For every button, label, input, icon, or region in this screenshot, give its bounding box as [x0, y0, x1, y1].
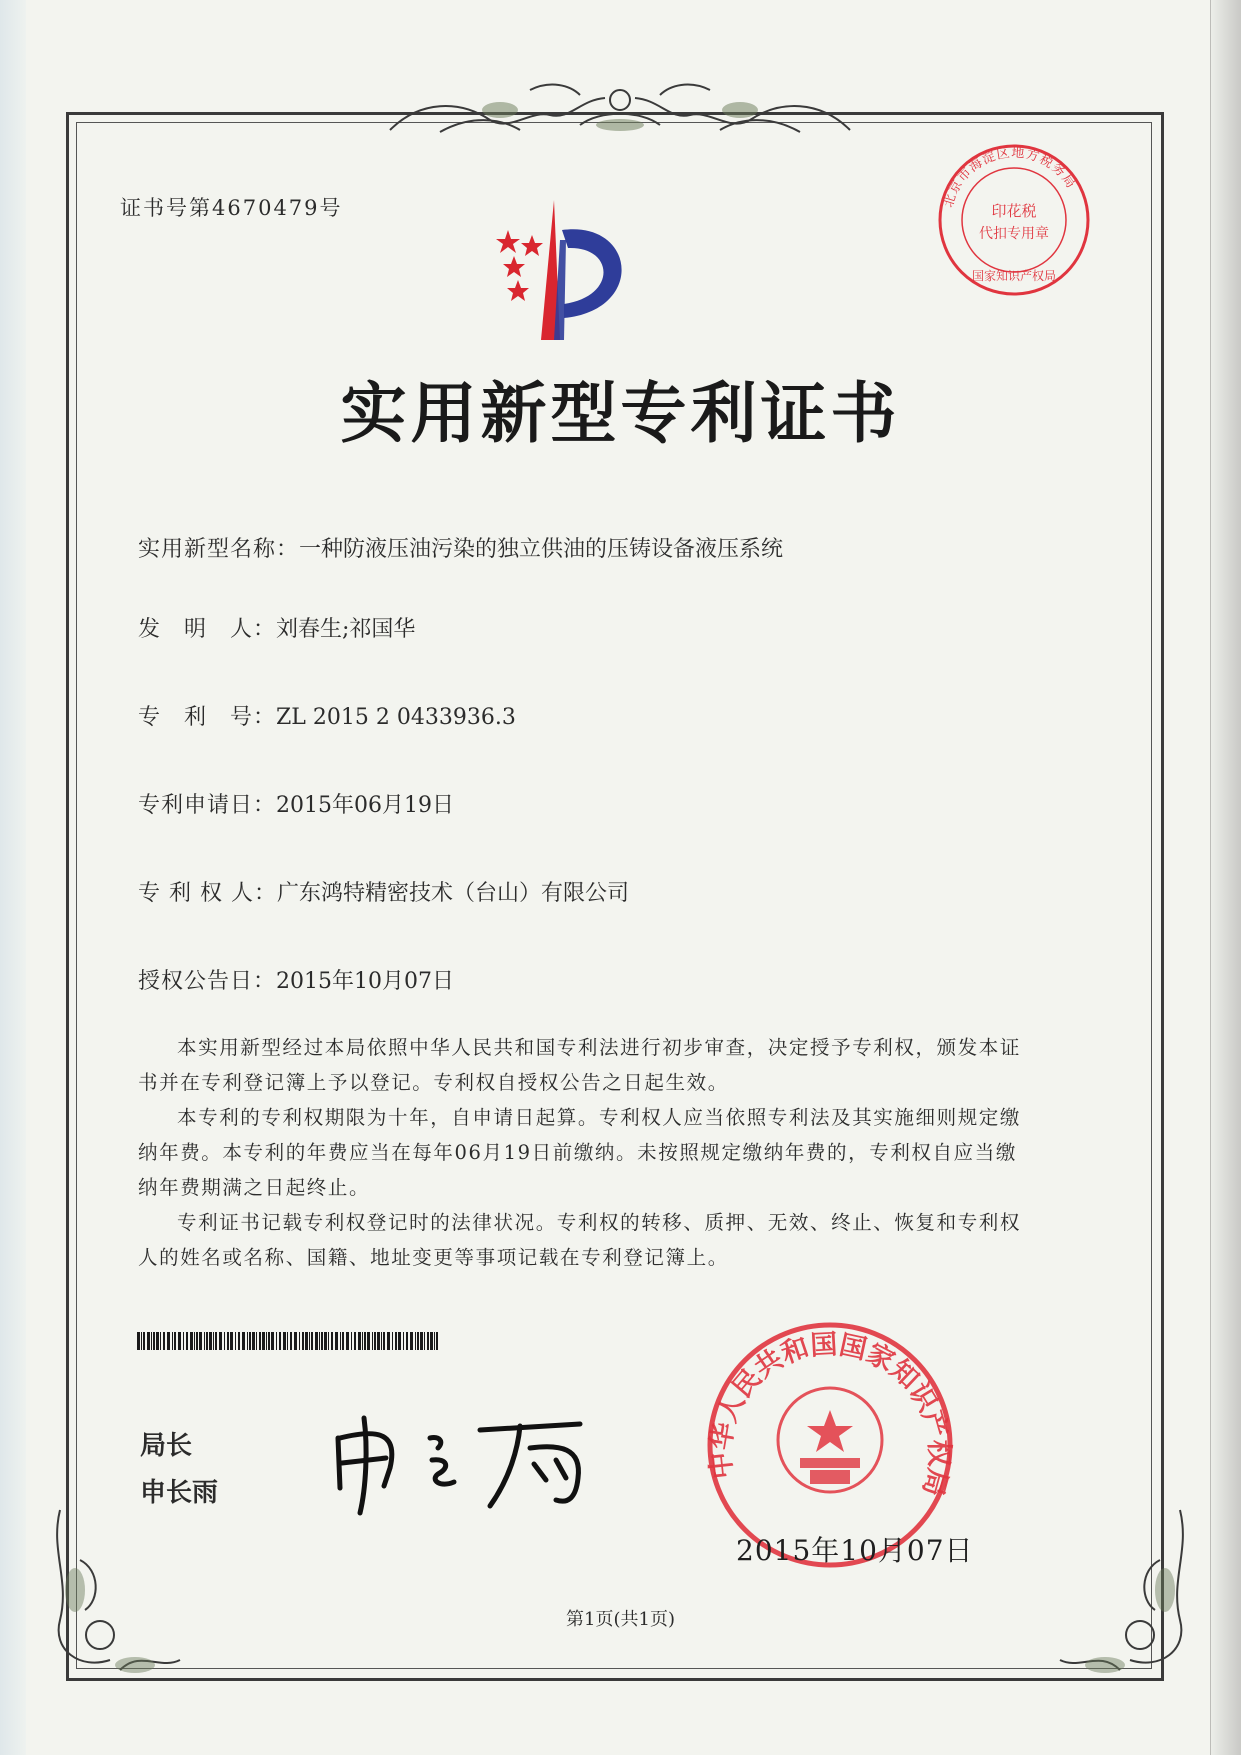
- director-signature: [320, 1408, 600, 1518]
- svg-text:代扣专用章: 代扣专用章: [979, 226, 1049, 242]
- svg-text:印花税: 印花税: [991, 202, 1037, 220]
- certificate-body: [138, 1030, 1038, 1275]
- field-label: 专利申请日：: [138, 793, 277, 818]
- field-value: 广东鸿特精密技术（台山）有限公司: [276, 881, 629, 906]
- field-label: 发 明 人：: [138, 617, 277, 642]
- field-utility-model-name: [138, 532, 783, 563]
- top-ornament: [380, 70, 860, 150]
- bottom-right-ornament: [1050, 1500, 1200, 1700]
- barcode: [137, 1332, 439, 1350]
- field-value: 一种防液压油污染的独立供油的压铸设备液压系统: [299, 537, 784, 562]
- certificate-title: 实用新型专利证书: [340, 374, 901, 452]
- certificate-number: 证书号第4670479号: [120, 196, 343, 220]
- field-inventors: [138, 612, 415, 643]
- svg-text:国家知识产权局: 国家知识产权局: [971, 269, 1057, 283]
- field-patentee: [138, 876, 629, 907]
- body-paragraph: 专利证书记载专利权登记时的法律状况。专利权的转移、质押、无效、终止、恢复和专利权人的姓名或名称、国籍、地址变更等事项记载在专利登记簿上。: [138, 1211, 1022, 1269]
- field-value: 刘春生;祁国华: [276, 617, 416, 642]
- patent-office-logo-icon: [496, 200, 686, 350]
- page-right-edge: [1210, 0, 1241, 1755]
- field-application-date: [138, 788, 454, 819]
- page-left-edge: [0, 0, 26, 1755]
- director-name: 申长雨: [140, 1478, 219, 1508]
- tax-seal-stamp-icon: [934, 140, 1094, 300]
- svg-text:北京市海淀区地方税务局: 北京市海淀区地方税务局: [941, 145, 1079, 210]
- director-title: 局长: [140, 1431, 193, 1461]
- bottom-left-ornament: [40, 1500, 190, 1700]
- field-label: 专 利 号：: [138, 705, 277, 730]
- field-label: 专 利 权 人：: [138, 881, 277, 906]
- svg-text:中华人民共和国国家知识产权局: 中华人民共和国国家知识产权局: [705, 1329, 955, 1500]
- field-label: 授权公告日：: [138, 969, 277, 994]
- field-label: 实用新型名称：: [138, 537, 300, 562]
- field-value: 2015年10月07日: [276, 969, 454, 994]
- field-value: 2015年06月19日: [276, 793, 454, 818]
- seal-date: 2015年10月07日: [736, 1534, 974, 1567]
- field-grant-date: [138, 964, 454, 995]
- field-value: ZL 2015 2 0433936.3: [276, 705, 516, 730]
- page-indicator: 第1页(共1页): [566, 1609, 675, 1630]
- body-paragraph: 本实用新型经过本局依照中华人民共和国专利法进行初步审查，决定授予专利权，颁发本证书并在专利登记簿上予以登记。专利权自授权公告之日起生效。: [138, 1036, 1022, 1094]
- field-patent-number: [138, 700, 516, 731]
- body-paragraph: 本专利的专利权期限为十年，自申请日起算。专利权人应当依照专利法及其实施细则规定缴纳年费。本专利的年费应当在每年06月19日前缴纳。未按照规定缴纳年费的，专利权自应当缴纳年费期满之日起终止。: [138, 1106, 1022, 1199]
